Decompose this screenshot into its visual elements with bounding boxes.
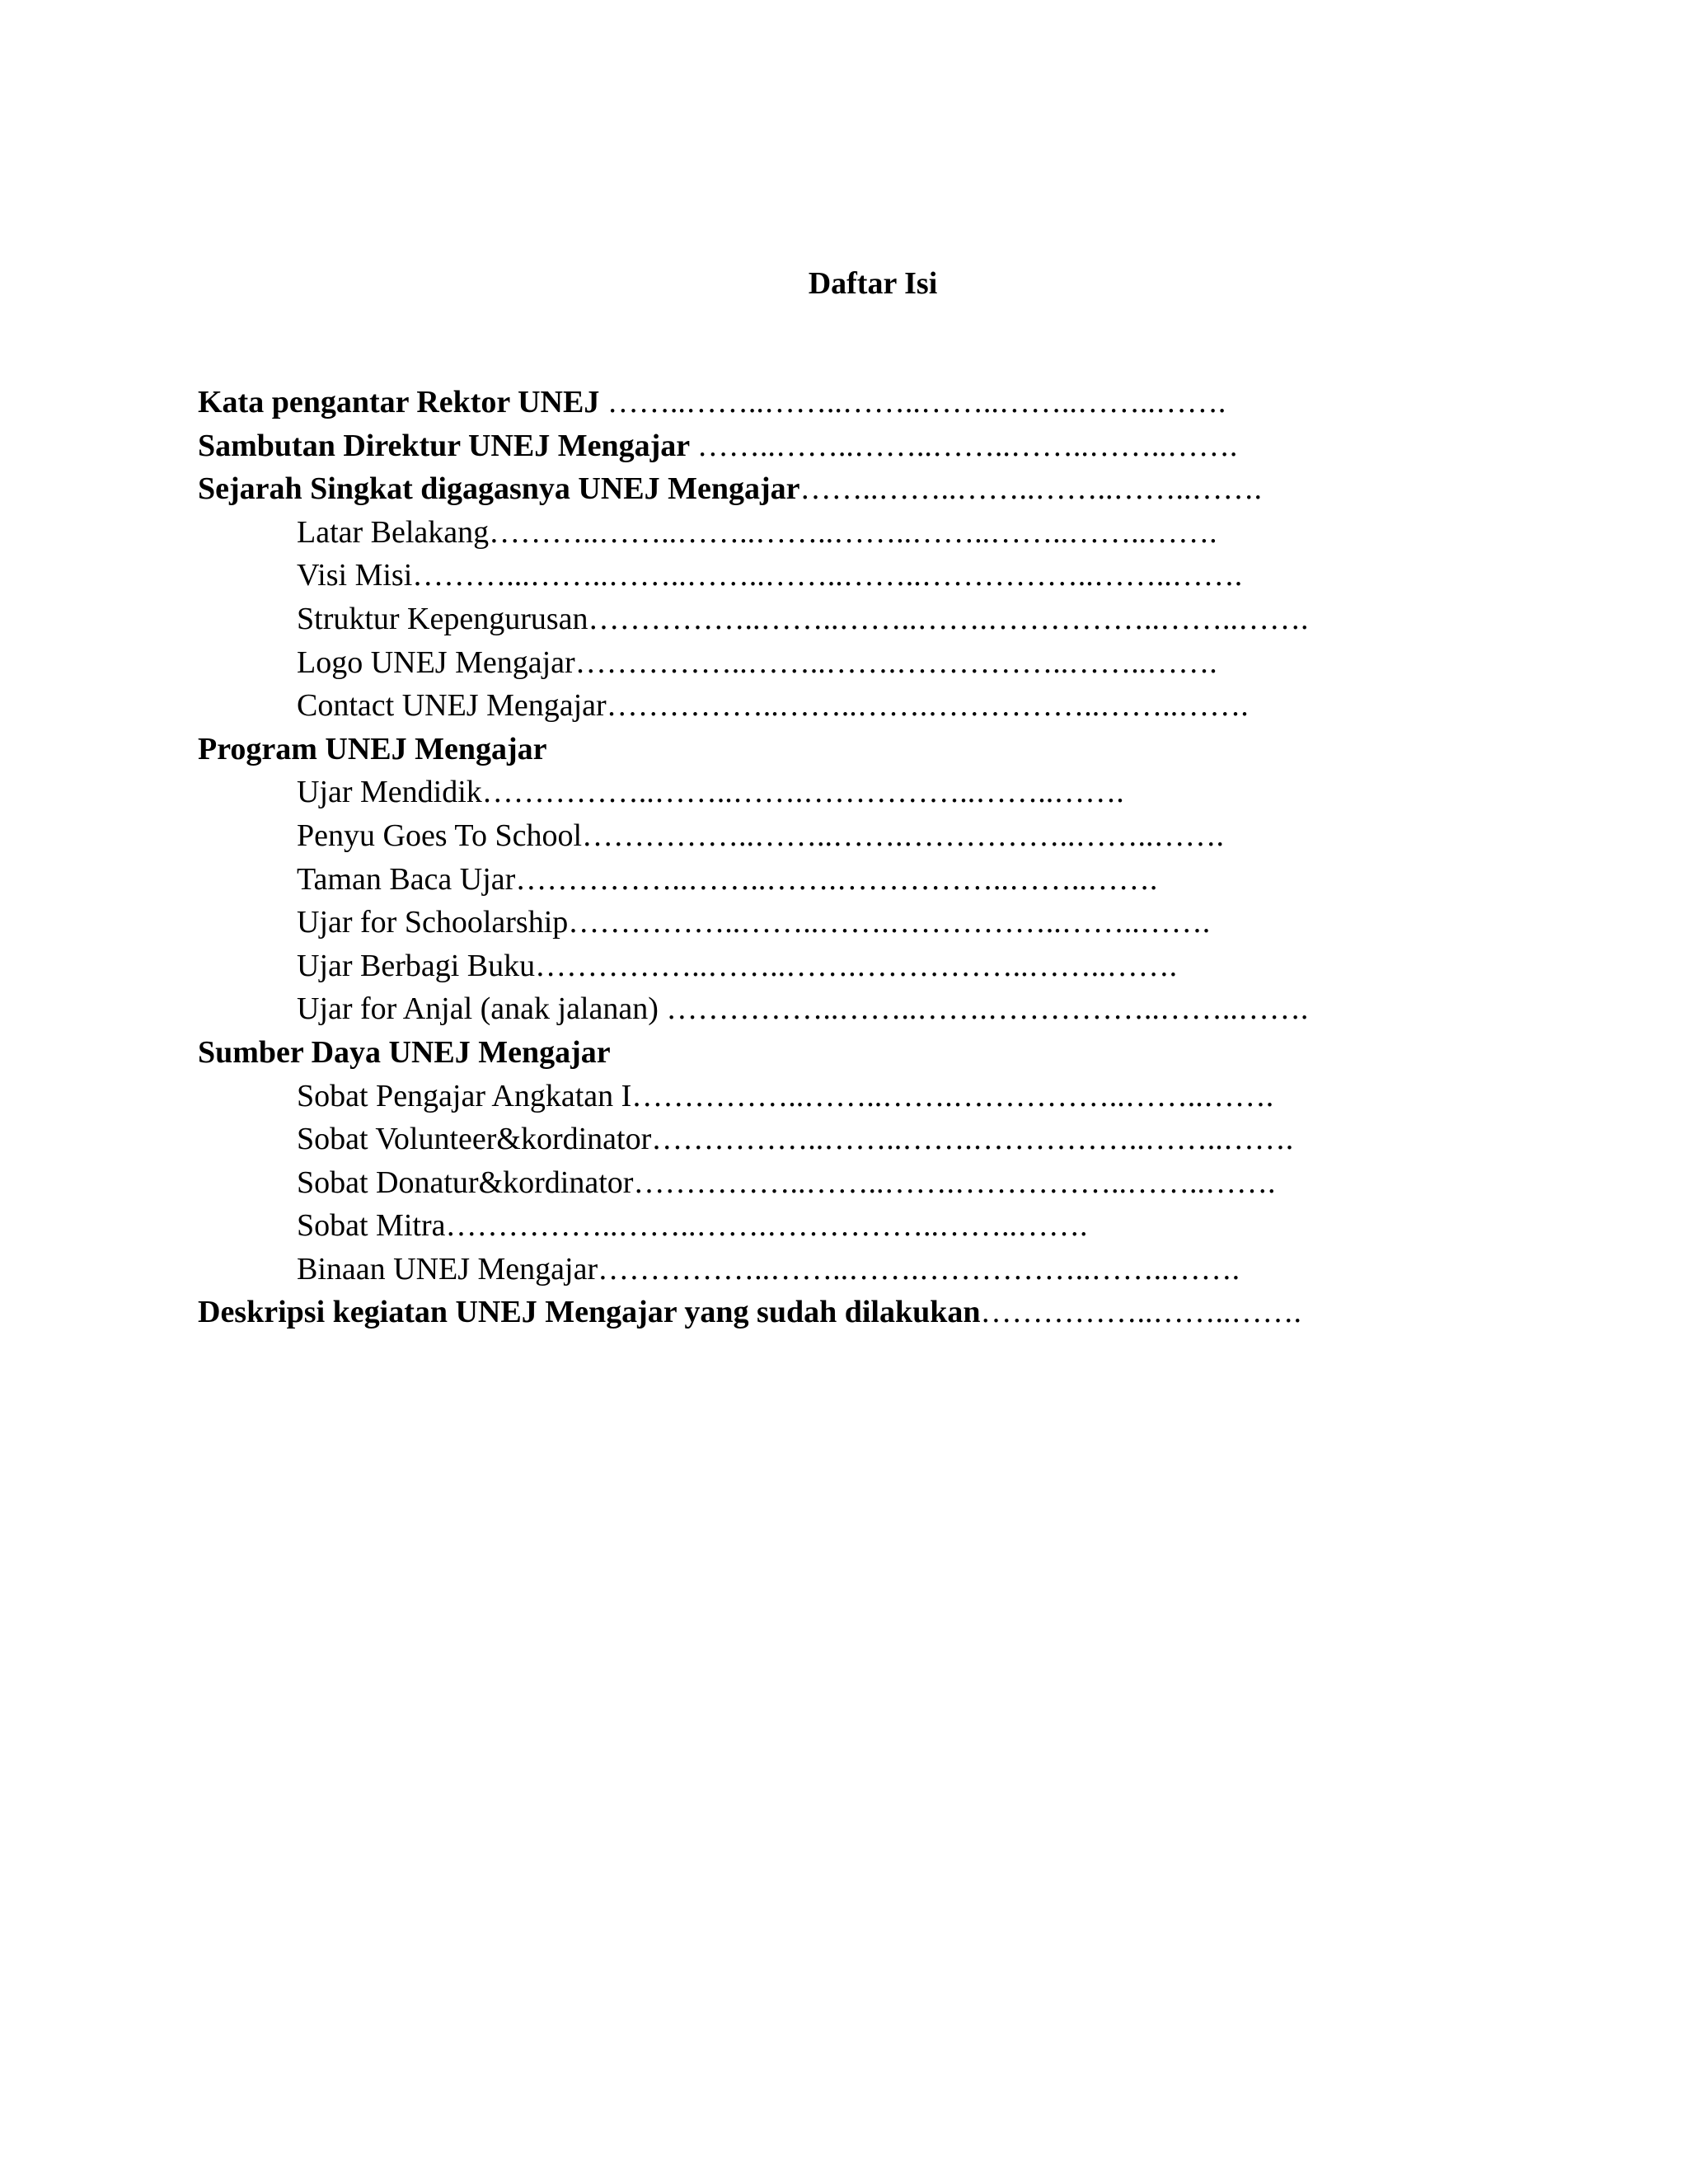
toc-dot-leader: ……………..……..……..…….……………..……..…….	[588, 601, 1309, 636]
toc-entry-label: Sobat Mitra	[297, 1208, 446, 1244]
toc-entry-label: Sejarah Singkat digagasnya UNEJ Mengajar	[198, 471, 800, 507]
toc-subentry	[198, 771, 1599, 814]
toc-entry-label: Ujar for Schoolarship	[297, 905, 569, 940]
toc-dot-leader: ……………..……..…….……………..……..…….	[633, 1165, 1276, 1200]
toc-entry	[198, 381, 1599, 424]
toc-entry-label: Sambutan Direktur UNEJ Mengajar	[198, 428, 697, 463]
toc-entry-label: Sobat Pengajar Angkatan I	[297, 1078, 632, 1113]
toc-dot-leader: ……..……..……..……..……..…….	[799, 471, 1262, 507]
toc-entry-label: Ujar Berbagi Buku	[297, 948, 536, 983]
toc-entry-label: Visi Misi	[297, 558, 413, 593]
toc-subentry	[198, 944, 1599, 988]
toc-dot-leader: ……………..……..…….……………..……..…….	[582, 818, 1225, 853]
toc-subentry	[198, 684, 1599, 728]
table-of-contents	[198, 381, 1599, 1334]
toc-dot-leader: ………...……..……..……..……..……..……………..……..…….	[412, 558, 1243, 593]
toc-subentry	[198, 1248, 1599, 1291]
toc-dot-leader: ……..……..……..……..……..……..…….	[696, 428, 1238, 463]
toc-entry	[198, 424, 1599, 468]
toc-entry-label: Sobat Donatur&kordinator	[297, 1165, 634, 1200]
toc-entry-label: Logo UNEJ Mengajar	[297, 644, 575, 680]
toc-subentry	[198, 511, 1599, 555]
toc-dot-leader: ………..……..……..……..……..……..……..……..…….	[489, 514, 1217, 550]
toc-subentry	[198, 1204, 1599, 1248]
toc-dot-leader: ……………..……..…….……………..……..…….	[568, 905, 1211, 940]
toc-entry-label: Ujar Mendidik	[297, 775, 482, 810]
toc-entry-label: Contact UNEJ Mengajar	[297, 688, 607, 724]
toc-entry-label: Struktur Kepengurusan	[297, 601, 588, 636]
toc-dot-leader: ……………..……..…….……………..……..…….	[535, 948, 1178, 983]
toc-subentry	[198, 987, 1599, 1031]
toc-entry-label: Binaan UNEJ Mengajar	[297, 1251, 598, 1286]
toc-dot-leader: ……………..……..…….……………..……..…….	[574, 644, 1217, 680]
toc-subentry	[198, 1075, 1599, 1118]
toc-subentry	[198, 858, 1599, 902]
toc-dot-leader: ……………..……..…….……………..……..…….	[606, 688, 1249, 724]
toc-dot-leader: ……………..……..…….	[980, 1295, 1302, 1330]
toc-dot-leader: ……………..……..…….……………..……..…….	[445, 1208, 1088, 1244]
toc-entry-label: Taman Baca Ujar	[297, 861, 516, 897]
toc-subentry	[198, 901, 1599, 944]
toc-dot-leader: ……………..……..…….……………..……..…….	[666, 991, 1309, 1027]
toc-subentry	[198, 1118, 1599, 1161]
toc-entry	[198, 1291, 1599, 1334]
toc-entry-label: Deskripsi kegiatan UNEJ Mengajar yang sudah dilakukan	[198, 1295, 981, 1330]
toc-subentry	[198, 1161, 1599, 1205]
toc-dot-leader: ……………..……..…….……………..……..…….	[631, 1078, 1274, 1113]
toc-entry-label: Sobat Volunteer&kordinator	[297, 1122, 652, 1157]
toc-entry-label: Ujar for Anjal (anak jalanan)	[297, 991, 667, 1027]
toc-entry-label: Sumber Daya UNEJ Mengajar	[198, 1034, 611, 1070]
toc-subentry	[198, 598, 1599, 641]
toc-dot-leader: ……..……..……..……..……..……..……..…….	[607, 385, 1226, 419]
toc-dot-leader: ……………..……..…….……………..……..…….	[481, 775, 1124, 810]
toc-dot-leader: ……………..……..…….……………..……..…….	[515, 861, 1158, 897]
toc-dot-leader: ……………..……..…….……………..……..…….	[651, 1122, 1294, 1157]
toc-subentry	[198, 554, 1599, 598]
page-title: Daftar Isi	[808, 266, 938, 301]
toc-entry-label: Program UNEJ Mengajar	[198, 731, 547, 766]
toc-subentry	[198, 814, 1599, 858]
toc-subentry	[198, 641, 1599, 685]
toc-entry	[198, 467, 1599, 511]
toc-entry-label: Kata pengantar Rektor UNEJ	[198, 385, 607, 419]
toc-dot-leader: ……………..……..…….……………..……..…….	[598, 1251, 1240, 1286]
toc-entry	[198, 728, 1599, 771]
toc-entry-label: Penyu Goes To School	[297, 818, 583, 853]
toc-entry	[198, 1031, 1599, 1075]
toc-entry-label: Latar Belakang	[297, 514, 490, 550]
